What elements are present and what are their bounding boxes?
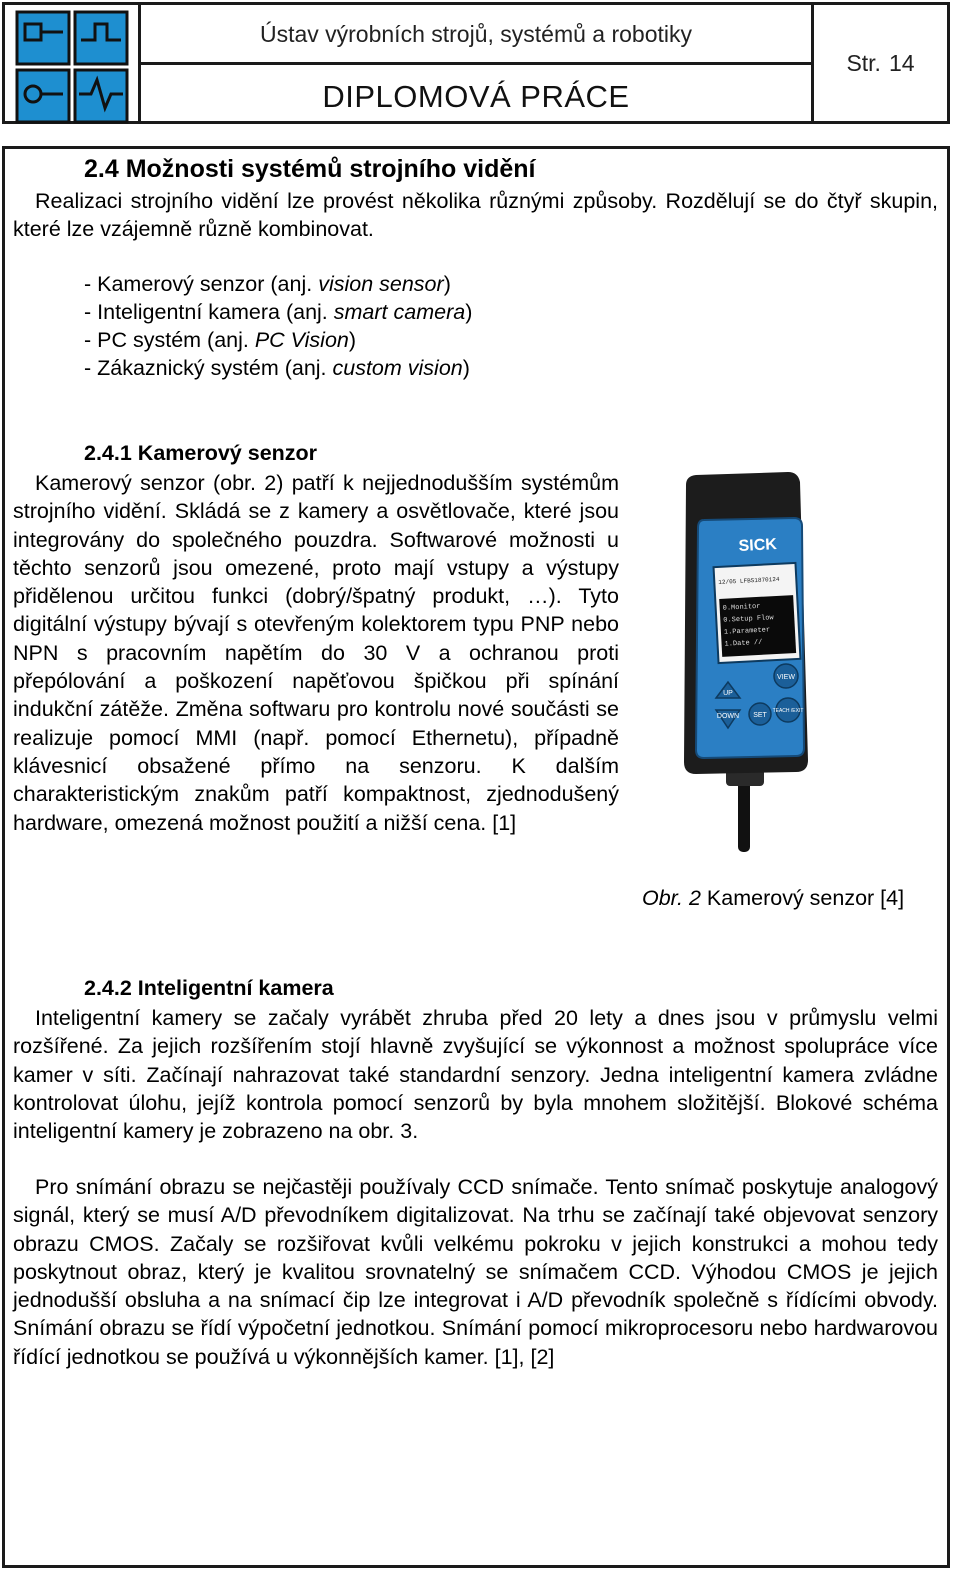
list-item: - Kamerový senzor (anj. vision sensor)	[84, 272, 451, 296]
svg-text:DOWN: DOWN	[716, 713, 740, 720]
page-header	[2, 2, 950, 124]
svg-text:12/05 LFBS1870124: 12/05 LFBS1870124	[718, 575, 780, 586]
svg-text:0.Monitor: 0.Monitor	[722, 602, 761, 613]
institute-logo-icon	[15, 10, 129, 124]
subsection-2-body-2	[13, 1173, 938, 1371]
list-item: - Inteligentní kamera (anj. smart camera)	[84, 300, 473, 324]
paragraph: Inteligentní kamery se začaly vyrábět zhruba před 20 lety a dnes jsou v průmyslu velmi rozšířené. Za jejich rozšířením stojí hlavně zvyšující se výkonnost a možnost spolupráce více kamer v síti. Začínají nahrazovat také standardní senzory. Jedna inteligentní kamera zvládne kontrolovat úlohu, jejíž kontrola pomocí senzorů by byla mnohem složitější. Blokové schéma inteligentní kamery je zobrazeno na obr. 3.	[13, 1006, 938, 1144]
section-intro	[13, 187, 938, 244]
intro-paragraph: Realizaci strojního vidění lze provést několika různými způsoby. Rozdělují se do čtyř skupin, které lze vzájemně různě kombinovat.	[13, 189, 938, 242]
page-number: 14	[888, 50, 915, 76]
subsection-2-body-1	[13, 1004, 938, 1145]
subsection-1-body	[13, 469, 619, 837]
institute-name: Ústav výrobních strojů, systémů a robotiky	[141, 5, 811, 65]
paragraph: Pro snímání obrazu se nejčastěji používaly CCD snímače. Tento snímač poskytuje analogový signál, který se musí A/D převodníkem digitalizovat. Na trhu se začínají také objevovat senzory obrazu CMOS. Začaly se rozšiřovat kvůli velkému pokroku v jejich konstrukci a mohou tedy poskytnout obraz, který je kvalitou srovnatelný se snímačem CCD. Výhodou CMOS je jejich jednodušší obsluha a na snímací čip lze integrovat i A/D převodník společně s řídícími obvody. Snímání obrazu se řídí výpočetní jednotkou. Snímání pomocí mikroprocesoru nebo hardwarovou řídící jednotkou se používá u výkonnějších kamer. [1], [2]	[13, 1175, 938, 1369]
svg-text:UP: UP	[723, 690, 733, 697]
camera-sensor-image	[676, 470, 816, 855]
svg-text:VIEW: VIEW	[777, 674, 795, 681]
logo-cell	[5, 5, 141, 121]
list-item: - PC systém (anj. PC Vision)	[84, 328, 357, 352]
svg-text:0.Setup Flow: 0.Setup Flow	[723, 614, 774, 625]
paragraph: Kamerový senzor (obr. 2) patří k nejjednodušším systémům strojního vidění. Skládá se z kamery a osvětlovače, které jsou integrovány do společného pouzdra. Softwarové možnosti u těchto senzorů jsou omezené, proto mají vstupy a výstupy přidělenou určitou funkci (dobrý/špatný produkt, …). Tyto digitální výstupy bývají s otevřeným kolektorem typu PNP nebo NPN s pracovním napětím do 30 V a ochranou proti přepólování a poškození napěťovou špičkou při spínání indukční zátěže. Změna softwaru pro kontrolu nové součásti se realizuje pomocí MMI (např. pomocí Ethernetu), případně klávesnicí obsažené přímo na senzoru. K dalším charakteristickým znakům patří kompaktnost, zjednodušený hardware, omezená možnost použití a nižší cena. [1]	[13, 471, 619, 835]
subsection-title-2-4-1: 2.4.1 Kamerový senzor	[84, 441, 318, 465]
subsection-title-2-4-2: 2.4.2 Inteligentní kamera	[84, 976, 334, 1000]
brand-label: SICK	[738, 536, 778, 555]
section-title: 2.4 Možnosti systémů strojního vidění	[84, 155, 536, 183]
svg-text:1.Date //: 1.Date //	[724, 638, 763, 649]
svg-text:TEACH /EXIT: TEACH /EXIT	[772, 708, 804, 714]
figure-caption: Obr. 2 Kamerový senzor [4]	[642, 886, 905, 910]
list-item: - Zákaznický systém (anj. custom vision)	[84, 356, 470, 380]
page-label: Str.	[846, 50, 881, 76]
document-type: DIPLOMOVÁ PRÁCE	[322, 79, 630, 114]
svg-text:1.Parameter: 1.Parameter	[723, 626, 771, 637]
page-number-cell	[811, 5, 947, 121]
header-title-cell	[141, 5, 811, 121]
svg-text:SET: SET	[753, 712, 767, 719]
figure-camera-sensor	[676, 470, 816, 855]
